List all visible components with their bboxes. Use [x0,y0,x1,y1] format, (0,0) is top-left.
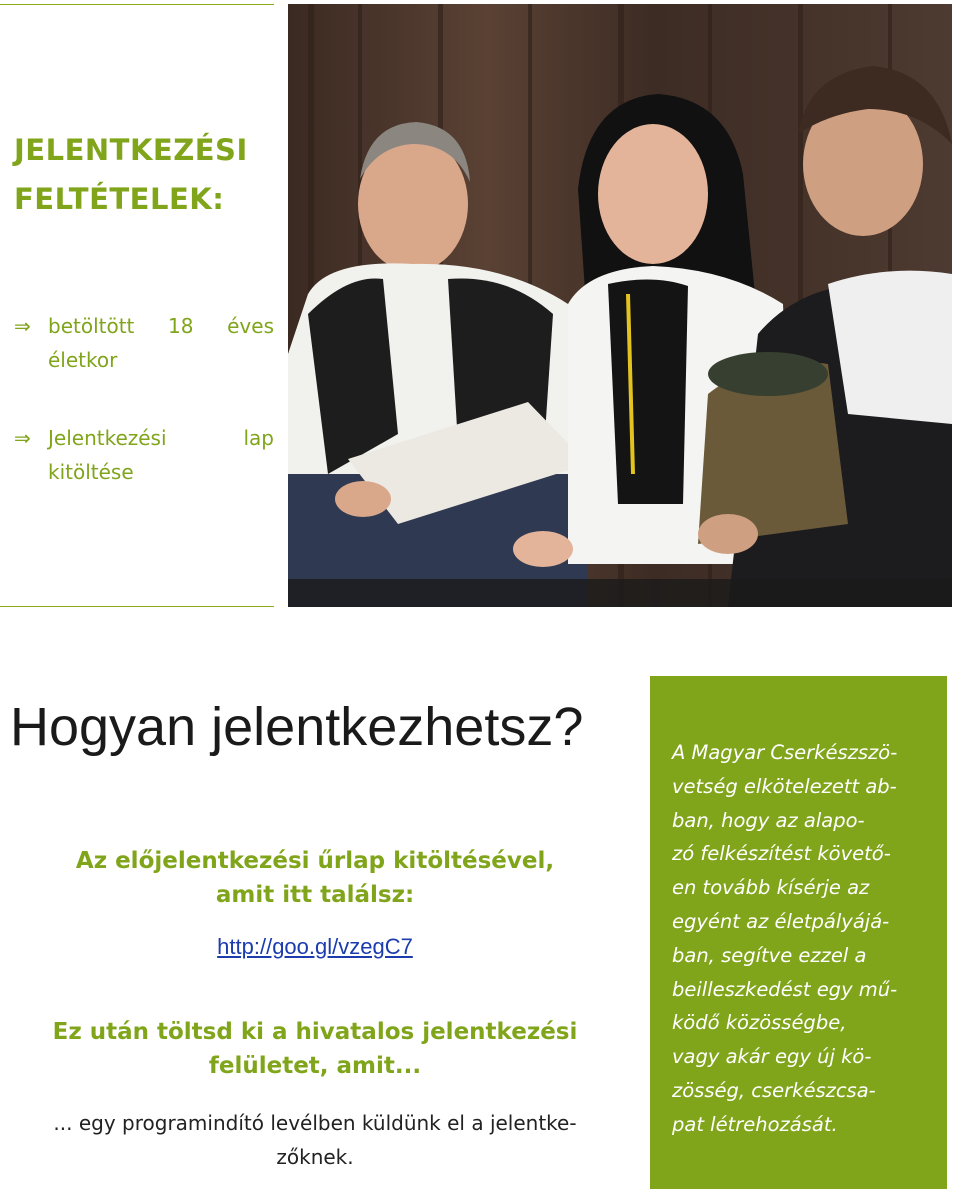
email-note-line2: zőknek. [276,1145,354,1169]
conditions-heading-line1: JELENTKEZÉSI [14,133,248,167]
sidebar-line: egyént az életpályájá- [672,909,890,933]
page-title: Hogyan jelentkezhetsz? [10,697,584,757]
sidebar-line: beilleszkedést egy mű- [672,977,898,1001]
sidebar-line: pat létrehozását. [672,1112,838,1136]
arrow-right-icon: ⇒ [14,426,31,450]
sidebar-line: ban, hogy az alapo- [672,808,865,832]
sidebar-line: ködő közösségbe, [672,1011,847,1035]
top-divider [0,4,274,5]
sidebar-line: zösség, cserkészcsa- [672,1078,876,1102]
requirement-text-line1: betöltött 18 éves [48,314,274,338]
middle-divider [0,606,274,607]
sidebar-line: vagy akár egy új kö- [672,1045,872,1069]
sidebar-line: zó felkészítést követő- [672,842,891,866]
sidebar-line: ban, segítve ezzel a [672,943,867,967]
email-note [10,1106,620,1174]
sidebar-callout-text [672,736,936,1142]
sidebar-line: en tovább kísérje az [672,876,870,900]
next-step-text [10,1015,620,1083]
intro-text-line1: Az előjelentkezési űrlap kitöltésével, [75,848,555,874]
sidebar-line: A Magyar Cserkészszö- [672,741,898,764]
conditions-heading [14,126,274,224]
next-step-line1: Ez után töltsd ki a hivatalos jelentkezési [52,1019,578,1045]
email-note-line1: ... egy programindító levélben küldünk el a jelentke- [53,1111,577,1135]
intro-text-line2: amit itt találsz: [215,882,415,908]
requirement-text-line1: Jelentkezési lap [48,426,274,450]
arrow-right-icon: ⇒ [14,314,31,338]
conditions-heading-line2: FELTÉTELEK: [14,182,225,216]
requirement-text-line2: életkor [48,348,118,372]
intro-text [10,844,620,912]
group-photo [288,4,952,607]
sidebar-line: vetség elkötelezett ab- [672,774,897,798]
sidebar-callout [650,676,947,1189]
registration-form-link[interactable]: http://goo.gl/vzegC7 [217,934,413,959]
next-step-line2: felületet, amit... [208,1053,422,1079]
requirement-text-line2: kitöltése [48,460,134,484]
